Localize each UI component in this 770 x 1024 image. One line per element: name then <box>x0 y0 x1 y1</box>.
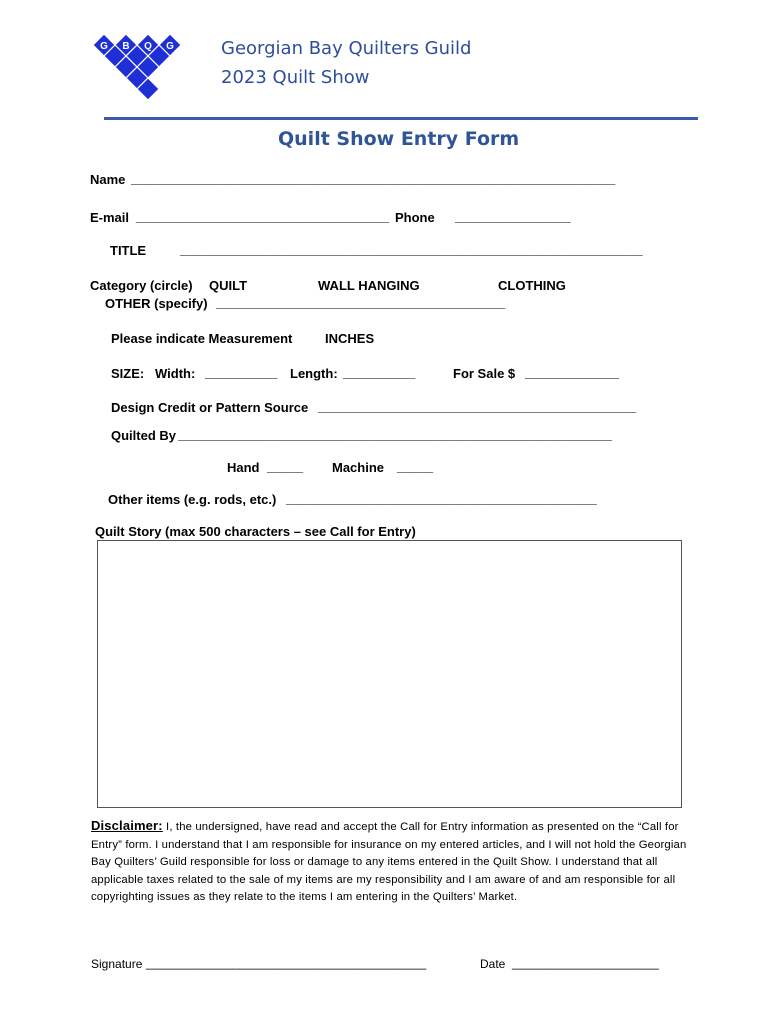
date-label: Date <box>480 957 506 971</box>
hand-field[interactable]: _____ <box>267 459 304 474</box>
quilted-by-field[interactable]: ____________________________________________________________ <box>178 427 612 442</box>
phone-field[interactable]: ________________ <box>455 209 571 224</box>
other-field[interactable]: ________________________________________ <box>216 295 506 310</box>
for-sale-label: For Sale $ <box>453 366 516 381</box>
measurement-label: Please indicate Measurement <box>111 331 293 346</box>
design-credit-label: Design Credit or Pattern Source <box>111 400 309 415</box>
quilt-story-textbox[interactable] <box>97 540 682 808</box>
length-field[interactable]: __________ <box>343 365 416 380</box>
signature-field[interactable]: __________________________________________ <box>146 956 427 970</box>
machine-field[interactable]: _____ <box>397 459 434 474</box>
quilted-by-label: Quilted By <box>111 428 177 443</box>
guild-logo <box>88 28 198 110</box>
quilt-story-label: Quilt Story (max 500 characters – see Call for Entry) <box>95 524 416 539</box>
disclaimer-text: I, the undersigned, have read and accept the Call for Entry information as presented on the “Call for Entry” form. I understand that I am responsible for insurance on my entered articles, and I will not hold the Georgian Bay Quilters’ Guild responsible for loss or damage to any items entered in the Quilt Show. I understand that all applicable taxes related to the sale of my items are my responsibility and I am aware of and am responsible for all copyrighting issues as they relate to the items I am entering in the Quilters’ Market. <box>91 821 687 903</box>
form-title: Quilt Show Entry Form <box>278 128 520 150</box>
title-label: TITLE <box>110 243 147 258</box>
width-field[interactable]: __________ <box>205 365 278 380</box>
other-items-label: Other items (e.g. rods, etc.) <box>108 492 277 507</box>
logo-letter: Q <box>144 41 152 52</box>
width-label: Width: <box>155 366 196 381</box>
measurement-unit: INCHES <box>325 331 375 346</box>
phone-label: Phone <box>395 210 435 225</box>
disclaimer <box>91 817 691 907</box>
show-name: 2023 Quilt Show <box>221 67 370 88</box>
guild-name: Georgian Bay Quilters Guild <box>221 38 472 59</box>
logo-letter: G <box>100 41 108 52</box>
for-sale-field[interactable]: _____________ <box>525 365 619 380</box>
logo-letter: B <box>122 41 130 52</box>
other-items-field[interactable]: ___________________________________________ <box>286 491 597 506</box>
name-field[interactable]: ___________________________________________________________________ <box>131 171 616 186</box>
date-field[interactable]: ______________________ <box>512 956 659 970</box>
design-credit-field[interactable]: ____________________________________________ <box>318 399 637 414</box>
signature-label: Signature <box>91 957 143 971</box>
logo-letter: G <box>166 41 174 52</box>
header-divider <box>104 117 698 120</box>
disclaimer-label: Disclaimer: <box>91 818 163 833</box>
category-option-quilt[interactable]: QUILT <box>209 278 248 293</box>
category-label: Category (circle) <box>90 278 193 293</box>
machine-label: Machine <box>332 460 385 475</box>
category-option-clothing[interactable]: CLOTHING <box>498 278 566 293</box>
name-label: Name <box>90 172 126 187</box>
size-label: SIZE: <box>111 366 145 381</box>
hand-label: Hand <box>227 460 260 475</box>
length-label: Length: <box>290 366 338 381</box>
other-label: OTHER (specify) <box>105 296 208 311</box>
email-field[interactable]: ___________________________________ <box>136 209 390 224</box>
title-field[interactable]: ________________________________________________________________ <box>180 242 643 257</box>
category-option-wall-hanging[interactable]: WALL HANGING <box>318 278 420 293</box>
email-label: E-mail <box>90 210 130 225</box>
